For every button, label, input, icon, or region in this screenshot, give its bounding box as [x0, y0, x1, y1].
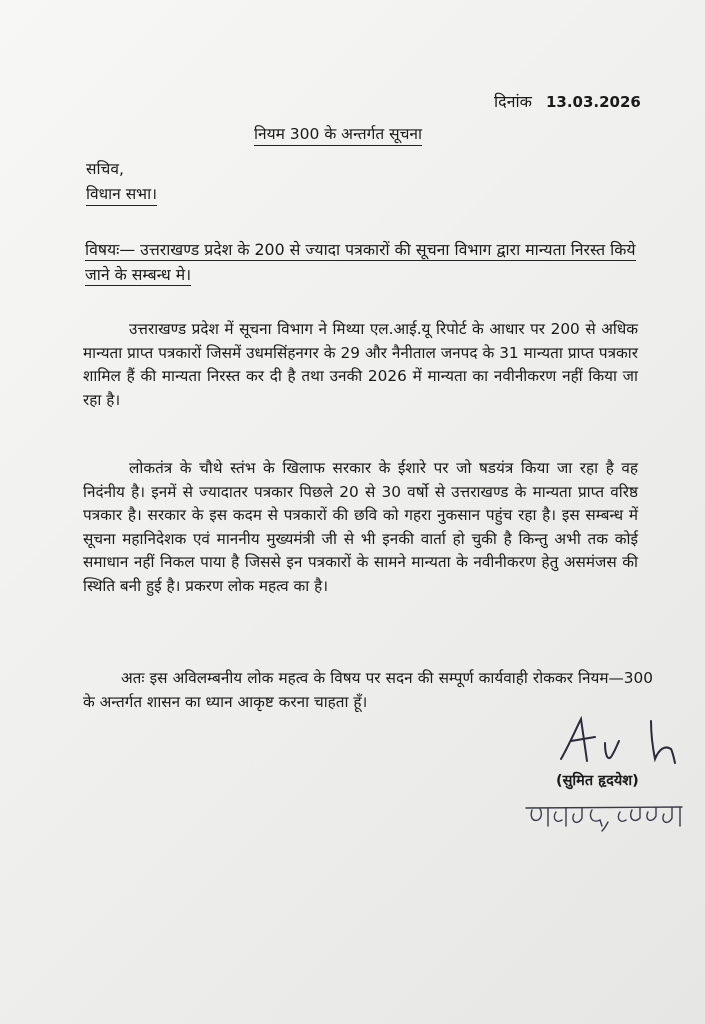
subject-line	[85, 237, 650, 287]
date-label: दिनांक	[494, 92, 532, 111]
handwritten-designation	[522, 798, 692, 832]
paragraph-2: लोकतंत्र के चौथे स्तंभ के खिलाफ सरकार के ईशारे पर जो षडयंत्र किया जा रहा है वह निदंनीय है। इनमें से ज्यादातर पत्रकार पिछले 20 से 30 वर्षो से उत्तराखण्ड के मान्यता प्राप्त वरिष्ठ पत्रकार है। सरकार के इस कदम से पत्रकारों की छवि को गहरा नुकसान पहुंच रहा है। इस सम्बन्ध में सूचना महानिदेशक एवं माननीय मुख्यमंत्री जी से भी इनकी वार्ता हो चुकी है किन्तु अभी तक कोई समाधान नहीं निकल पाया है जिससे इन पत्रकारों के सामने मान्यता के नवीनीकरण हेतु असमंजस की स्थिति बनी हुई है। प्रकरण लोक महत्व का है।	[83, 459, 638, 595]
date-value: 13.03.2026	[545, 93, 641, 111]
paragraph-3: अतः इस अविलम्बनीय लोक महत्व के विषय पर सदन की सम्पूर्ण कार्यवाही रोककर नियम—300 के अन्तर्गत शासन का ध्यान आकृष्ट करना चाहता हूँ।	[83, 669, 653, 711]
addressee-line-2: विधान सभा।	[86, 182, 157, 206]
letter-heading: नियम 300 के अन्तर्गत सूचना	[254, 122, 422, 146]
date-line	[494, 90, 641, 112]
signer-name: (सुमित हृदयेश)	[556, 773, 639, 789]
addressee-line-1: सचिव,	[86, 160, 124, 178]
signature-mark	[555, 715, 695, 767]
subject-text: विषयः— उत्तराखण्ड प्रदेश के 200 से ज्यादा पत्रकारों की सूचना विभाग द्वारा मान्यता निरस्त किये जाने के सम्बन्ध मे।	[85, 240, 636, 284]
paragraph-1: उत्तराखण्ड प्रदेश में सूचना विभाग ने मिथ्या एल.आई.यू रिपोर्ट के आधार पर 200 से अधिक मान्यता प्राप्त पत्रकारों जिसमें उधमसिंहनगर के 29 और नैनीताल जनपद के 31 मान्यता प्राप्त पत्रकार शामिल हैं की मान्यता निरस्त कर दी है तथा उनकी 2026 में मान्यता का नवीनीकरण नहीं किया जा रहा है।	[83, 320, 638, 409]
